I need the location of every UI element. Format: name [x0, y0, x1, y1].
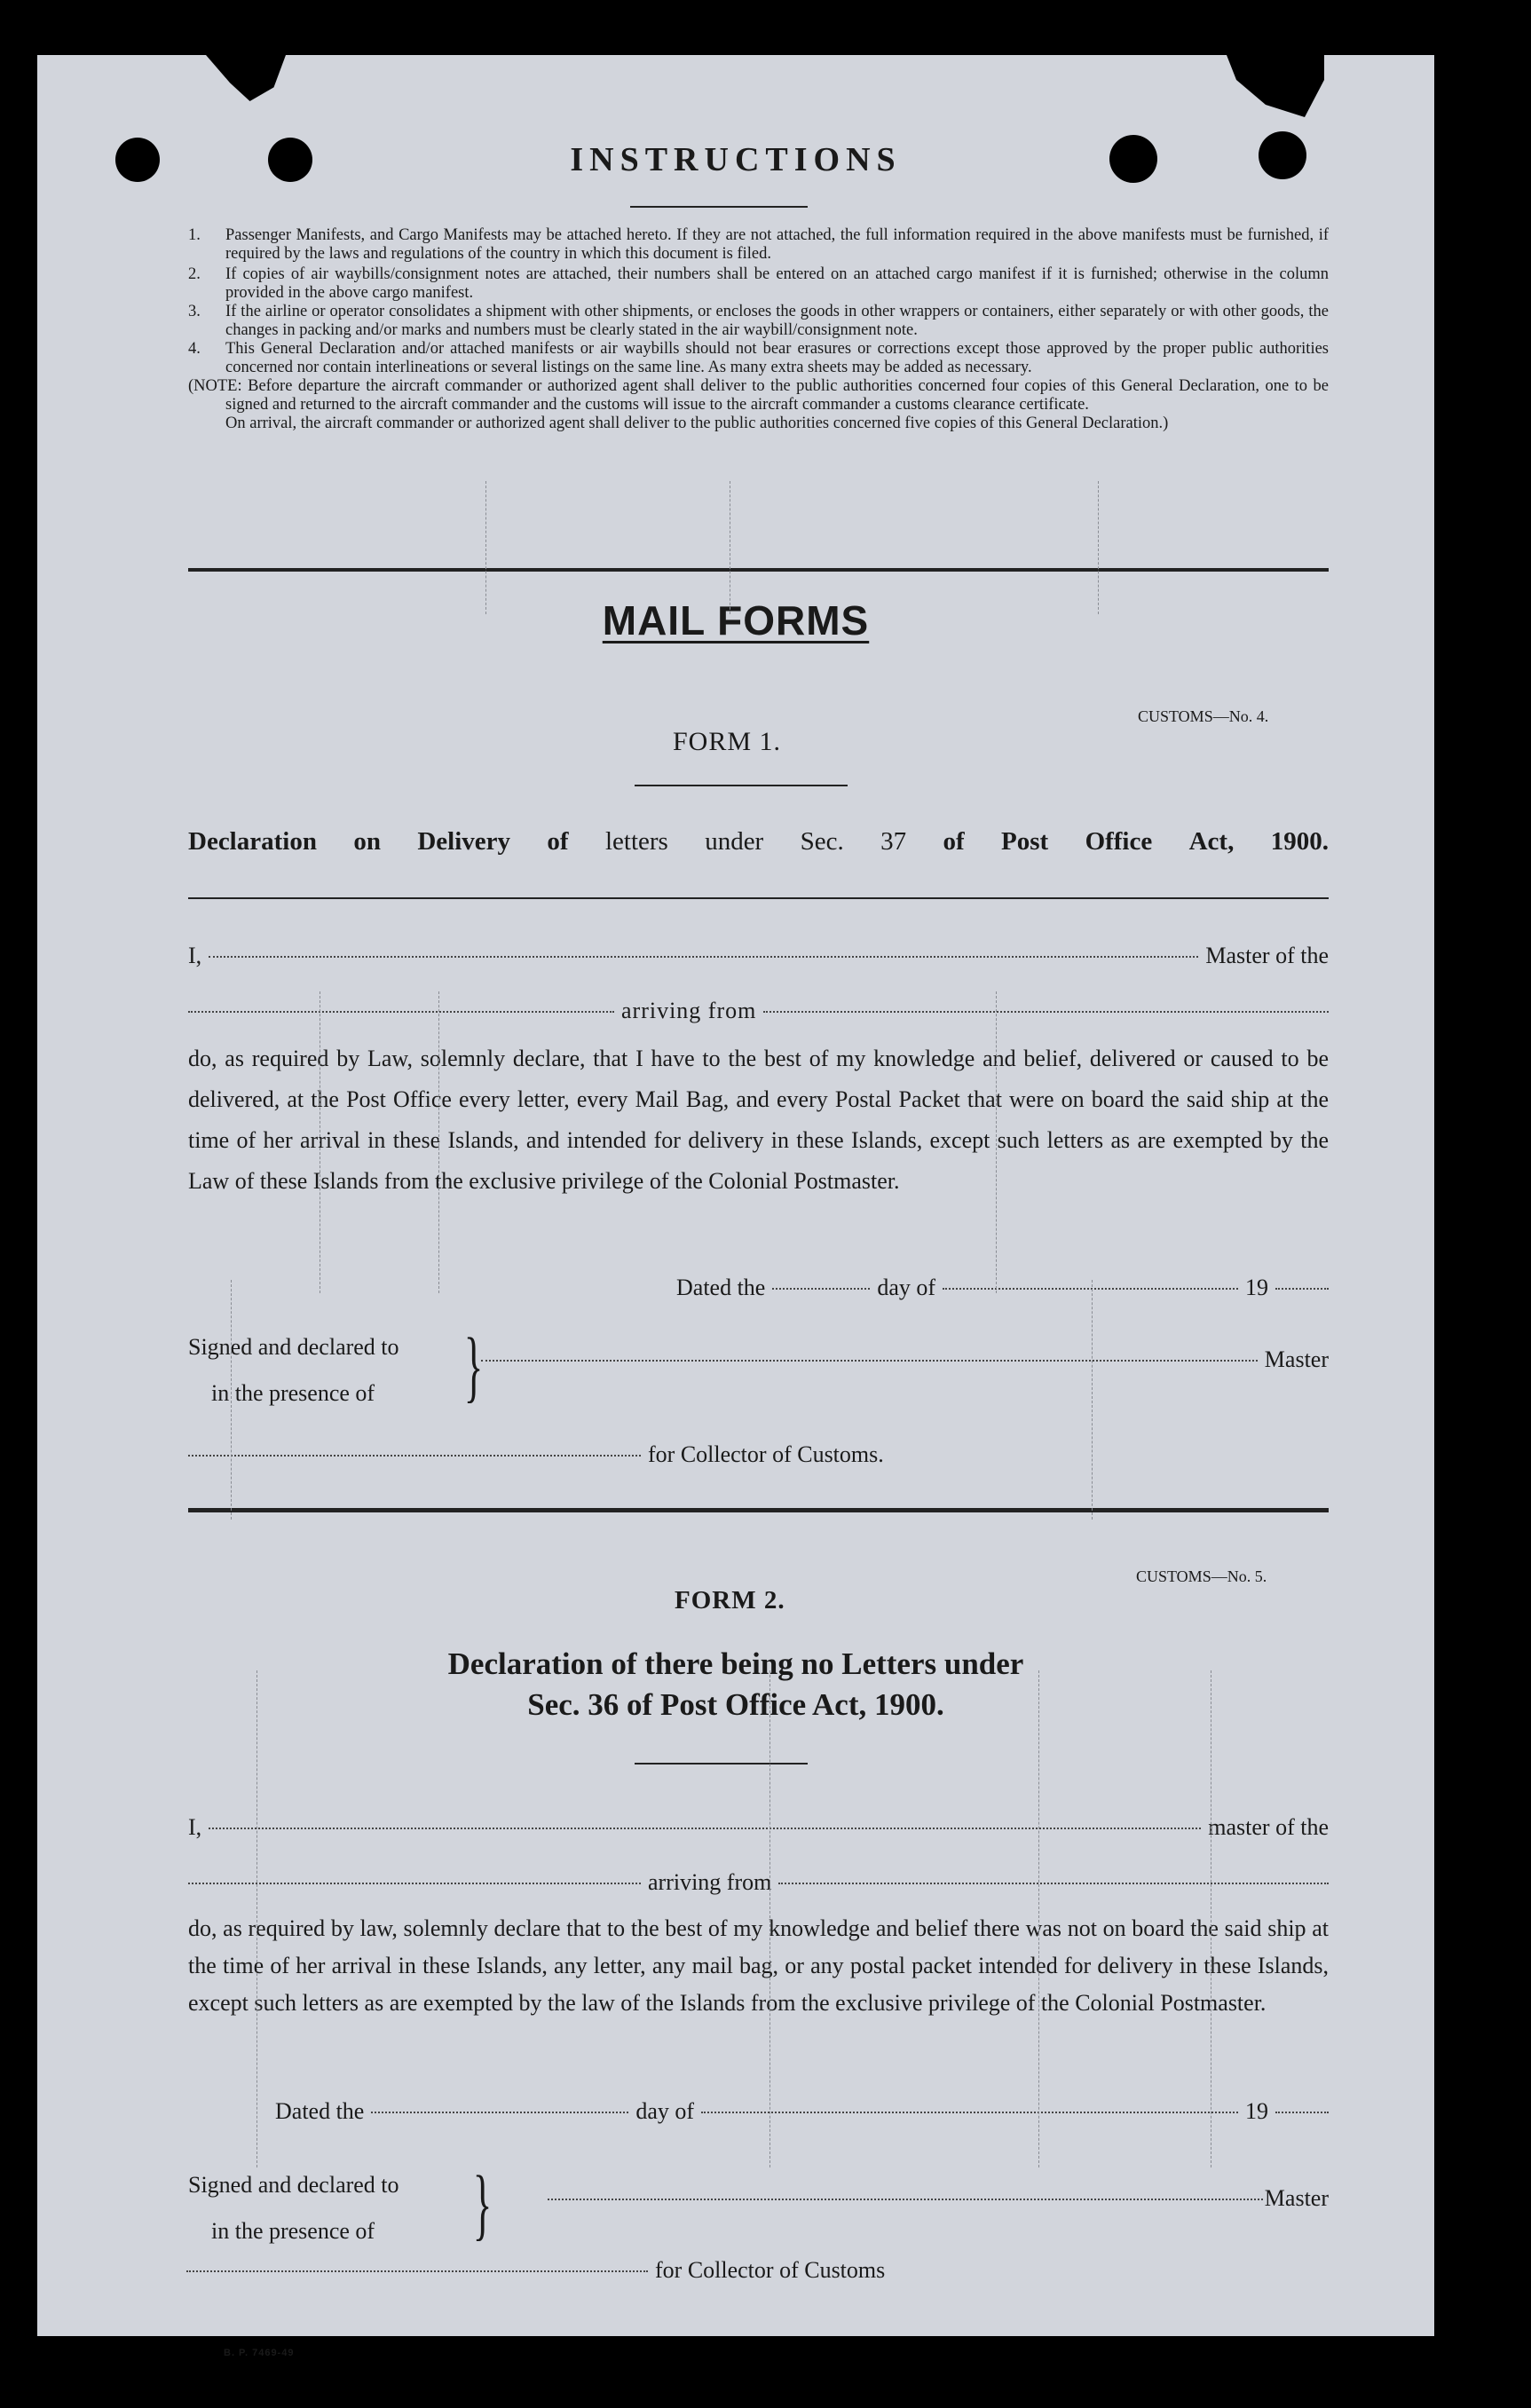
form2-year-label: 19: [1245, 2098, 1268, 2124]
decl-word: Act,: [1188, 827, 1235, 856]
form2-day-of-label: day of: [635, 2098, 695, 2124]
decl-word: 37: [880, 827, 907, 856]
decl-word: Sec.: [800, 827, 844, 856]
fold-line: [231, 1280, 232, 1520]
form2-declaration-line2: Sec. 36 of Post Office Act, 1900.: [527, 1687, 944, 1722]
decl-word: on: [353, 827, 381, 856]
form1-dated-line: [676, 1275, 1329, 1301]
fold-line: [1038, 1670, 1039, 2167]
form2-date-field[interactable]: [371, 2112, 628, 2113]
form2-collector-field[interactable]: [186, 2270, 648, 2272]
form1-title-rule: [188, 897, 1329, 899]
form1-ship-field[interactable]: [188, 1011, 614, 1013]
decl-word: of: [547, 827, 569, 856]
note-departure: (NOTE: Before departure the aircraft commander or authorized agent shall deliver to the public authorities concerned four copies of this General Declaration, one to be signed and returned to the aircraft commander and the customs will issue to the aircraft commander a customs clearance certificate.: [188, 377, 1329, 414]
note-arrival: On arrival, the aircraft commander or authorized agent shall deliver to the public authorities concerned five copies of this General Declaration.): [225, 414, 1169, 432]
fold-line: [769, 1670, 770, 2167]
form1-body: do, as required by Law, solemnly declare, that I have to the best of my knowledge and belief, delivered or caused to be delivered, at the Post Office every letter, every Mail Bag, and every Postal Packet that were on board the said ship at the time of her arrival in these Islands, and intended for delivery in these Islands, except such letters as are exempted by the Law of these Islands from the exclusive privilege of the Colonial Postmaster.: [188, 1046, 1329, 1194]
form2-signed-line1: Signed and declared to: [188, 2172, 399, 2198]
form1-origin-field[interactable]: [763, 1011, 1329, 1013]
form1-heading-rule: [635, 785, 848, 786]
instruction-text: This General Declaration and/or attached manifests or air waybills should not bear erasures or corrections except those approved by the proper public authorities concerned nor contain interlineations or several listings on the same line. As many extra sheets may be added as necessary.: [225, 340, 1329, 376]
form1-master-label: Master: [1264, 1346, 1329, 1372]
form1-arriving-label: arriving from: [621, 998, 757, 1023]
torn-corner-left: [206, 55, 286, 101]
instructions-note: [188, 377, 1329, 433]
form1-master-sign-line: [481, 1346, 1329, 1373]
form2-collector-line: [186, 2257, 985, 2284]
form2-master-signature-field[interactable]: [548, 2199, 1263, 2200]
form2-signed-line2: in the presence of: [211, 2218, 375, 2244]
form2-dated-line: [275, 2098, 1329, 2125]
instruction-item: [188, 226, 1329, 264]
form1-signed-label: [188, 1324, 399, 1417]
form1-master-signature-field[interactable]: [481, 1360, 1258, 1362]
decl-word: Delivery: [417, 827, 511, 856]
form2-brace: }: [472, 2160, 493, 2248]
instructions-list: [188, 226, 1329, 433]
form1-heading: FORM 1.: [673, 727, 782, 756]
form2-heading: FORM 2.: [675, 1586, 785, 1615]
form2-arriving-line: [188, 1869, 1329, 1896]
form2-month-field[interactable]: [701, 2112, 1238, 2113]
fold-line: [256, 1670, 257, 2167]
form2-master-line: [188, 1814, 1329, 1841]
instruction-item: [188, 340, 1329, 377]
form1-name-field[interactable]: [209, 956, 1198, 958]
form2-i-label: I,: [188, 1814, 202, 1840]
decl-word: Office: [1085, 827, 1153, 856]
mail-forms-title: MAIL FORMS: [602, 597, 870, 643]
document-page: [37, 55, 1434, 2358]
instruction-text: If the airline or operator consolidates a shipment with other shipments, or encloses the goods in other wrappers or containers, either separately or with other goods, the changes in packing and/or marks and numbers must be clearly stated in the air waybill/consignment note.: [225, 303, 1329, 339]
form2-signed-label: [188, 2162, 399, 2254]
decl-word: of: [943, 827, 965, 856]
decl-word: 1900.: [1270, 827, 1329, 856]
form2-master-label: Master: [1264, 2185, 1329, 2211]
form1-brace: }: [463, 1322, 484, 1410]
form2-name-field[interactable]: [209, 1828, 1201, 1829]
fold-line: [485, 481, 486, 614]
form1-master-line: [188, 943, 1329, 969]
fold-line: [1098, 481, 1099, 614]
instruction-item: [188, 303, 1329, 340]
decl-word: under: [705, 827, 764, 856]
instruction-number: 1.: [188, 226, 201, 244]
fold-line: [438, 991, 439, 1293]
form2-collector-label: for Collector of Customs: [655, 2257, 886, 2283]
footer-print-code: B. P. 7469-49: [224, 2348, 295, 2358]
torn-corner-right: [1227, 55, 1324, 117]
form2-body: do, as required by law, solemnly declare that to the best of my knowledge and belief there was not on board the said ship at the time of her arrival in these Islands, any letter, any mail bag, or any postal packet intended for delivery in these Islands, except such letters as are exempted by the law of the Islands from the exclusive privilege of the Colonial Postmaster.: [188, 1915, 1329, 2016]
form1-year-field[interactable]: [1275, 1288, 1329, 1290]
decl-word: Post: [1001, 827, 1049, 856]
instruction-number: 4.: [188, 340, 201, 358]
instructions-bottom-rule: [188, 568, 1329, 572]
form1-master-of-label: Master of the: [1205, 943, 1329, 968]
form2-master-sign-line: [548, 2185, 1329, 2212]
decl-word: letters: [604, 827, 668, 856]
form1-collector-field[interactable]: [188, 1455, 641, 1457]
instructions-title: INSTRUCTIONS: [570, 141, 902, 178]
form2-declaration-title: [37, 1644, 1434, 1725]
form1-month-field[interactable]: [943, 1288, 1238, 1290]
form1-signed-line1: Signed and declared to: [188, 1334, 399, 1360]
form1-i-label: I,: [188, 943, 202, 968]
form2-year-field[interactable]: [1275, 2112, 1329, 2113]
form2-title-rule: [635, 1763, 808, 1765]
instruction-number: 2.: [188, 265, 201, 283]
form1-collector-line: [188, 1441, 1076, 1468]
form2-dated-label: Dated the: [275, 2098, 365, 2124]
form1-dated-label: Dated the: [676, 1275, 766, 1300]
instruction-text: Passenger Manifests, and Cargo Manifests may be attached hereto. If they are not attached, the full information required in the above manifests must be furnished, if required by the laws and regulations of the country in which this document is filed.: [225, 226, 1329, 263]
form2-master-of-label: master of the: [1208, 1814, 1329, 1840]
form1-year-label: 19: [1245, 1275, 1268, 1300]
form-divider-rule: [188, 1508, 1329, 1512]
fold-line: [1092, 1280, 1093, 1520]
instruction-text: If copies of air waybills/consignment notes are attached, their numbers shall be entered on an attached cargo manifest if it is furnished; otherwise in the column provided in the above cargo manifest.: [225, 265, 1329, 302]
instructions-title-rule: [630, 206, 808, 208]
instruction-item: [188, 265, 1329, 303]
form1-declaration-title: [188, 827, 1329, 857]
form1-day-of-label: day of: [877, 1275, 936, 1300]
form1-date-field[interactable]: [772, 1288, 870, 1290]
form1-customs-number: CUSTOMS—No. 4.: [1138, 707, 1269, 725]
form1-collector-label: for Collector of Customs.: [648, 1441, 884, 1467]
fold-line: [996, 991, 997, 1293]
form2-customs-number: CUSTOMS—No. 5.: [1136, 1567, 1267, 1585]
form2-arriving-label: arriving from: [648, 1869, 772, 1895]
form2-declaration-line1: Declaration of there being no Letters under: [447, 1646, 1024, 1681]
instruction-number: 3.: [188, 303, 201, 320]
form1-arriving-line: [188, 998, 1329, 1024]
form2-origin-field[interactable]: [778, 1883, 1329, 1884]
decl-word: Declaration: [188, 827, 317, 856]
form1-signed-line2: in the presence of: [211, 1380, 375, 1406]
